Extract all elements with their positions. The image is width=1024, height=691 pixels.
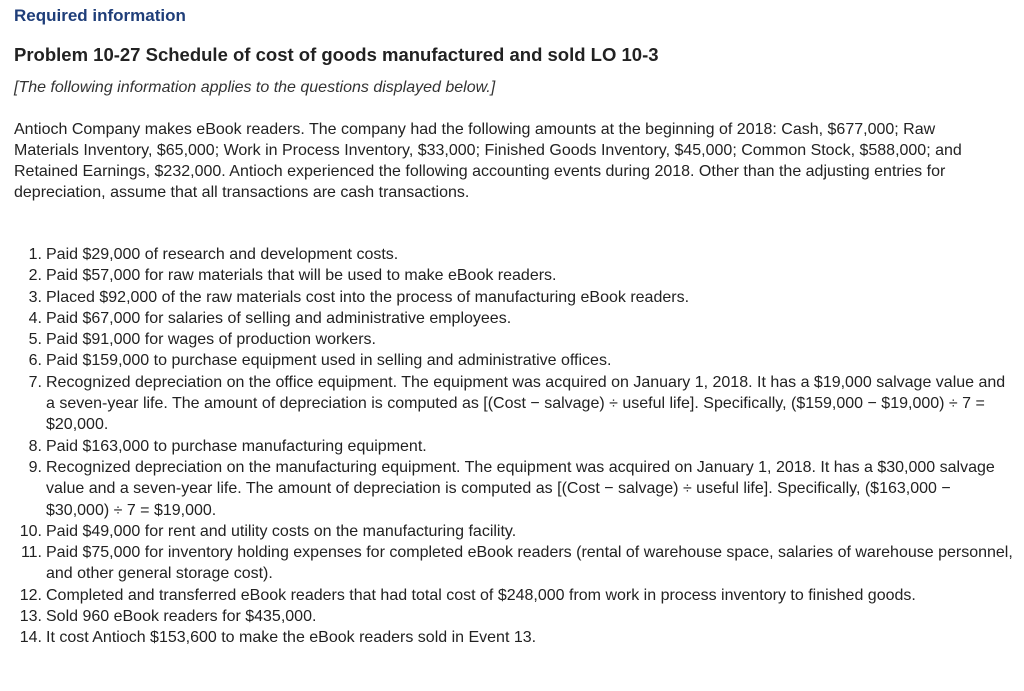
event-number: 12. <box>19 586 42 604</box>
list-item <box>14 265 1014 286</box>
list-item <box>14 308 1014 329</box>
problem-title: Problem 10-27 Schedule of cost of goods manufactured and sold LO 10-3 <box>14 44 659 65</box>
event-text: Paid $67,000 for salaries of selling and administrative employees. <box>46 309 512 327</box>
event-number: 9. <box>28 458 42 476</box>
event-text: Paid $163,000 to purchase manufacturing equipment. <box>46 437 427 455</box>
event-number: 10. <box>19 522 42 540</box>
list-item <box>14 606 1014 627</box>
list-item <box>14 457 1014 521</box>
event-text: Paid $159,000 to purchase equipment used in selling and administrative offices. <box>46 352 612 370</box>
event-number: 8. <box>28 437 42 455</box>
list-item <box>14 350 1014 371</box>
event-number: 3. <box>28 288 42 306</box>
event-number: 7. <box>28 373 42 391</box>
event-number: 2. <box>28 267 42 285</box>
event-number: 6. <box>28 352 42 370</box>
event-number: 13. <box>19 608 42 626</box>
event-text: Paid $91,000 for wages of production workers. <box>46 331 376 349</box>
list-item <box>14 244 1014 265</box>
event-text: Recognized depreciation on the manufacturing equipment. The equipment was acquired on January 1, 2018. It has a $30,000 salvage value and a seven-year life. The amount of depreciation is computed as [(Cost − salvage) ÷ useful life]. Specifically, ($163,000 − $30,000) ÷ 7 = $19,000. <box>46 458 995 519</box>
event-text: Recognized depreciation on the office equipment. The equipment was acquired on January 1, 2018. It has a $19,000 salvage value and a seven-year life. The amount of depreciation is computed as [(Cost − salvage) ÷ useful life]. Specifically, ($159,000 − $19,000) ÷ 7 = $20,000. <box>46 373 1006 434</box>
event-text: Paid $75,000 for inventory holding expenses for completed eBook readers (rental of warehouse space, salaries of warehouse personnel, and other general storage cost). <box>46 544 1013 583</box>
required-information-heading: Required information <box>14 6 186 25</box>
event-text: Paid $49,000 for rent and utility costs on the manufacturing facility. <box>46 522 517 540</box>
applies-note: [The following information applies to the questions displayed below.] <box>14 79 496 96</box>
list-item <box>14 627 1014 648</box>
list-item <box>14 329 1014 350</box>
events-list <box>14 244 1014 649</box>
event-number: 4. <box>28 309 42 327</box>
list-item <box>14 585 1014 606</box>
intro-paragraph: Antioch Company makes eBook readers. The company had the following amounts at the beginning of 2018: Cash, $677,000; Raw Materials Inventory, $65,000; Work in Process Inventory, $33,000; Finished Goods Inventory, $45,000; Common Stock, $588,000; and Retained Earnings, $232,000. Antioch experienced the following accounting events during 2018. Other than the adjusting entries for depreciation, assume that all transactions are cash transactions. <box>14 121 962 201</box>
list-item <box>14 521 1014 542</box>
list-item <box>14 542 1014 585</box>
event-text: Placed $92,000 of the raw materials cost into the process of manufacturing eBook readers. <box>46 288 690 306</box>
list-item <box>14 287 1014 308</box>
event-number: 5. <box>28 331 42 349</box>
event-number: 14. <box>19 629 42 647</box>
event-number: 11. <box>20 544 42 562</box>
list-item <box>14 372 1014 436</box>
event-text: Paid $29,000 of research and development costs. <box>46 246 399 263</box>
event-text: Paid $57,000 for raw materials that will be used to make eBook readers. <box>46 267 557 285</box>
event-text: Sold 960 eBook readers for $435,000. <box>46 608 317 626</box>
event-text: It cost Antioch $153,600 to make the eBook readers sold in Event 13. <box>46 629 537 647</box>
list-item <box>14 436 1014 457</box>
event-number: 1. <box>28 246 42 263</box>
event-text: Completed and transferred eBook readers that had total cost of $248,000 from work in process inventory to finished goods. <box>46 586 916 604</box>
